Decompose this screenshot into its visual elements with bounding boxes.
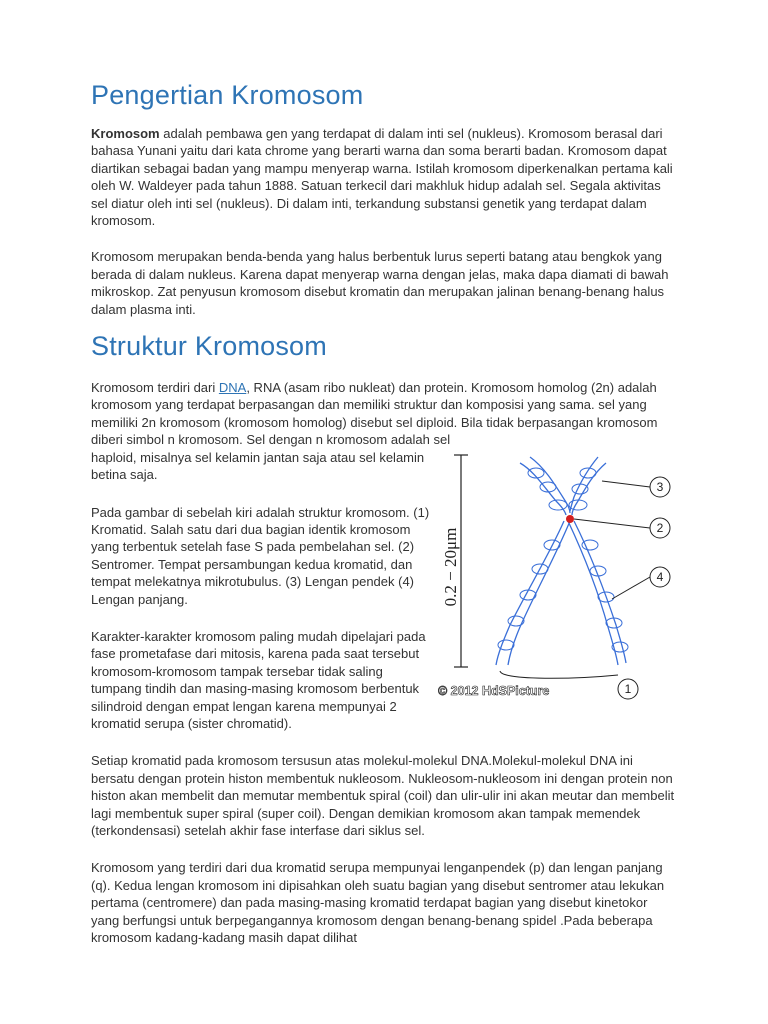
coil [549,500,567,510]
chromosome-shape [496,457,626,665]
coil [582,540,598,550]
paragraph-arms-centromere: Kromosom yang terdiri dari dua kromatid serupa mempunyai lenganpendek (p) dan lengan panjang (q). Kedua lengan kromosom ini dipisahkan oleh suatu bagian yang disebut sentromer atau lekukan pertama (centromere) dan pada masing-masing kromatid terdapat bagian yang disebut kinetokor yang berfungsi untuk berpegangannya kromosom dengan benang-benang spidel .Pada beberapa kromosom kadang-kadang masih dapat dilihat [91,860,665,946]
paragraph-figure-description: Pada gambar di sebelah kiri adalah struktur kromosom. (1) Kromatid. Salah satu dari dua bagian identik kromosom yang terbentuk setelah fase S pada pembelahan sel. (2) Sentromer. Tempat persambungan kedua kromatid, dan tempat melekatnya mikrotubulus. (3) Lengan pendek (4) Lengan panjang. [91,504,430,607]
chromosome-figure [438,449,678,707]
chromosome-diagram [438,449,678,707]
scale-label: 0.2 − 20μm [441,527,460,607]
short-arm-left-b [530,457,570,513]
callouts [500,477,670,699]
term-kromosom: Kromosom [91,126,160,141]
long-arm-left-a [496,521,564,665]
short-arm-right-b [570,457,598,511]
coil [498,640,514,650]
callout-line-2 [574,519,650,528]
paragraph-description: Kromosom merupakan benda-benda yang halus berbentuk lurus seperti batang atau bengkok yang berada di dalam nukleus. Karena dapat menyerap warna dengan jelas, maka dapa diamati di bawah mikroskop. Zat penyusun kromosom disebut kromatin dan merupakan jalinan benang-benang halus dalam plasma inti. [91,249,669,317]
callout-label-2: 2 [656,520,664,535]
paragraph-definition-text: adalah pembawa gen yang terdapat di dalam inti sel (nukleus). Kromosom berasal dari bahasa Yunani yaitu dari kata chrome yang berarti warna dan soma berarti badan. Kromosom dapat diartikan sebagai badan yang mampu menyerap warna. Istilah kromosom diperkenalkan pertama kali oleh W. Waldeyer pada tahun 1888. Satuan terkecil dari makhluk hidup adalah sel. Segala aktivitas sel diatur oleh inti sel (nukleus). Di dalam inti, terkandung substansi genetik yang terdapat dalam kromosom. [91,126,673,229]
paragraph-definition [91,125,676,229]
paragraph-composition [91,379,676,449]
composition-text-start: Kromosom terdiri dari [91,380,219,396]
copyright-label: © 2012 HdSPicture [438,683,550,698]
paragraph-prometaphase: Karakter-karakter kromosom paling mudah dipelajari pada fase prometafase dari mitosis, karena pada saat tersebut kromosom-kromosom tampak tersebar tidak saling tumpang tindih dan masing-masing kromosom berbentuk silindroid dengan empat lengan karena mempunyai 2 kromatid serupa (sister chromatid). [91,628,426,731]
callout-label-3: 3 [656,479,664,494]
composition-text-end: , RNA (asam ribo nukleat) dan protein. Kromosom homolog (2n) adalah kromosom yang terdapat berpasangan dan memiliki struktur dan komposisi yang sama. sel yang memiliki 2n kromosom (kromosom homolog) disebut sel diploid. Bila tidak berpasangan kromosom diberi simbol n kromosom. Sel dengan n kromosom adalah sel [91,380,658,448]
callout-label-4: 4 [656,569,664,584]
centromere-dot [566,515,574,523]
dna-link[interactable]: DNA [218,380,247,396]
long-arm-left-b [508,521,570,665]
paragraph-dna-molecules: Setiap kromatid pada kromosom tersusun atas molekul-molekul DNA.Molekul-molekul DNA ini bersatu dengan protein histon membentuk nukleosom. Nukleosom-nukleosom ini dengan protein non histon akan membelit dan memutar membentuk spiral (coil) dan ulir-ulir ini akan meutar dan membelit lagi membentuk super spiral (super coil). Dengan demikian kromosom akan tampak memendek (terkondensasi) setelah akhir fase interfase dari siklus sel. [91,753,675,838]
figure-text-block [91,449,676,733]
callout-line-1 [500,671,618,678]
heading-struktur-kromosom: Struktur Kromosom [91,331,327,362]
callout-line-3 [602,481,650,487]
callout-label-1: 1 [624,681,632,696]
callout-line-4 [612,577,650,599]
coil [508,616,524,626]
paragraph-haploid: haploid, misalnya sel kelamin jantan saja atau sel kelamin betina saja. [91,449,425,483]
figure-caption-column [91,449,437,733]
chromatin-coils [498,468,628,652]
heading-pengertian-kromosom: Pengertian Kromosom [91,80,364,110]
